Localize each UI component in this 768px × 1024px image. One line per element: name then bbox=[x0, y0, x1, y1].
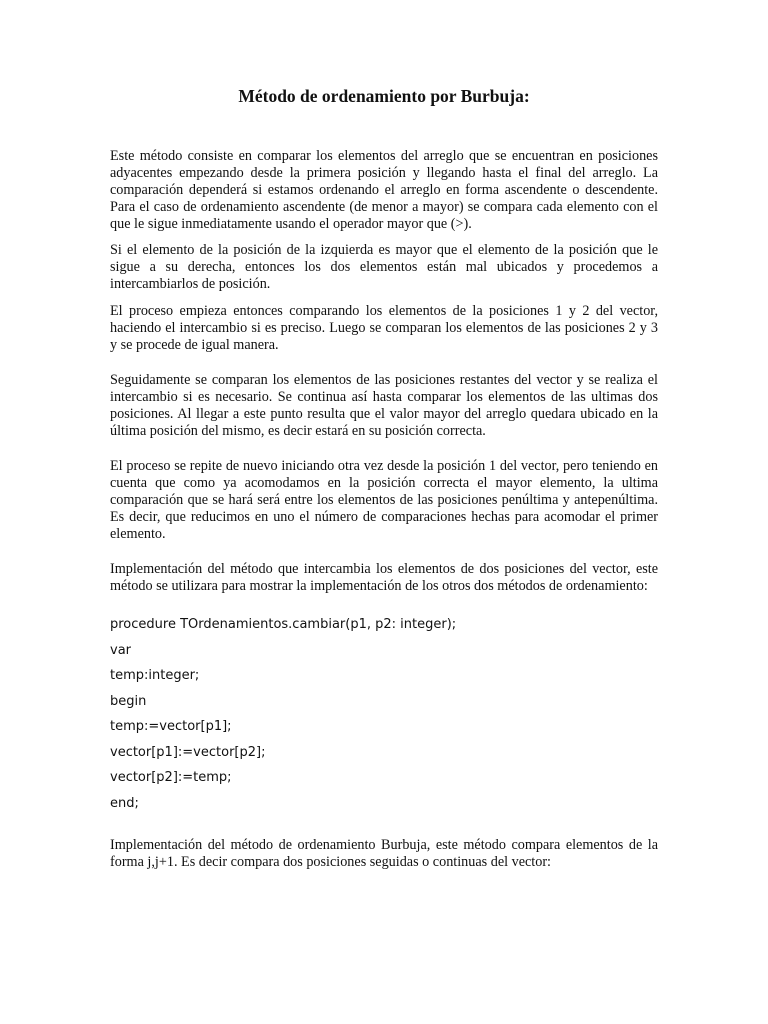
code-line: vector[p1]:=vector[p2]; bbox=[110, 744, 266, 760]
code-line: temp:=vector[p1]; bbox=[110, 719, 232, 734]
code-line: end; bbox=[110, 795, 139, 811]
paragraph-swap-rule: Si el elemento de la posición de la izquierda es mayor que el elemento de la posición que le sigue a su derecha, entonces los dos elementos están mal ubicados y procedemos a intercambiarlos de posición. bbox=[110, 242, 658, 292]
paragraph-bubble-implementation: Implementación del método de ordenamiento Burbuja, este método compara elementos de la forma j,j+1. Es decir compara dos posiciones seguidas o continuas del vector: bbox=[110, 837, 658, 870]
paragraph-process-repeat: El proceso se repite de nuevo iniciando otra vez desde la posición 1 del vector, pero teniendo en cuenta que como ya acomodamos en la posición correcta el mayor elemento, la ultima comparación que se hará será entre los elementos de las posiciones penúltima y antepenúltima. Es decir, que reducimos en uno el número de comparaciones hechas para acomodar el primer elemento. bbox=[110, 458, 658, 542]
paragraph-process-continue: Seguidamente se comparan los elementos de las posiciones restantes del vector y se realiza el intercambio si es necesario. Se continua así hasta comparar los elementos de las ultimas dos posiciones. Al llegar a este punto resulta que el valor mayor del arreglo quedara ubicado en la última posición del mismo, es decir estará en su posición correcta. bbox=[110, 372, 658, 439]
code-line: var bbox=[110, 642, 132, 658]
page-title: Método de ordenamiento por Burbuja: bbox=[238, 86, 530, 106]
code-line: temp:integer; bbox=[110, 668, 200, 683]
paragraph-swap-implementation: Implementación del método que intercambia los elementos de dos posiciones del vector, este método se utilizara para mostrar la implementación de los otros dos métodos de ordenamiento: bbox=[110, 561, 658, 594]
paragraph-process-start: El proceso empieza entonces comparando los elementos de la posiciones 1 y 2 del vector, haciendo el intercambio si es preciso. Luego se comparan los elementos de las posiciones 2 y 3 y se procede de igual manera. bbox=[110, 303, 658, 353]
paragraph-intro: Este método consiste en comparar los elementos del arreglo que se encuentran en posiciones adyacentes empezando desde la primera posición y llegando hasta el final del arreglo. La comparación dependerá si estamos ordenando el arreglo en forma ascendente o descendente. Para el caso de ordenamiento ascendente (de menor a mayor) se compara cada elemento con el que le sigue inmediatamente usando el operador mayor que (>). bbox=[110, 148, 658, 232]
code-line: begin bbox=[110, 693, 147, 709]
code-line: vector[p2]:=temp; bbox=[110, 770, 232, 785]
code-block bbox=[110, 612, 658, 816]
code-line: procedure TOrdenamientos.cambiar(p1, p2: integer); bbox=[110, 617, 457, 632]
